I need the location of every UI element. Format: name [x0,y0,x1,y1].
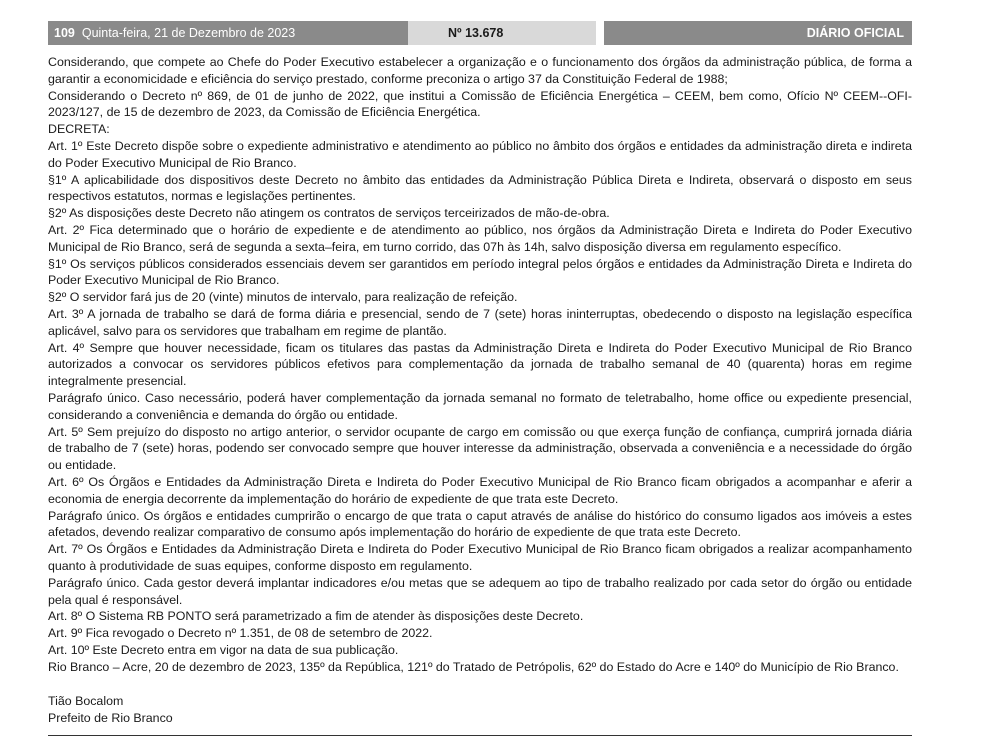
paragraph: §2º O servidor fará jus de 20 (vinte) minutos de intervalo, para realização de refeição. [48,290,518,305]
paragraph: Art. 1º Este Decreto dispõe sobre o expediente administrativo e atendimento ao público no âmbito dos órgãos e entidades da administração direta e indireta do Poder Executivo Municipal de Rio Branco. [48,138,912,170]
paragraph: §1º A aplicabilidade dos dispositivos deste Decreto no âmbito das entidades da Administração Pública Direta e Indireta, observará o disposto em seus respectivos estatutos, normas e legislações pertinentes. [48,172,912,204]
signature-block [48,693,173,727]
signatory-title: Prefeito de Rio Branco [48,710,173,725]
signatory-name: Tião Bocalom [48,694,124,708]
paragraph: Art. 10º Este Decreto entra em vigor na data de sua publicação. [48,642,399,657]
paragraph: Parágrafo único. Os órgãos e entidades cumprirão o encargo de que trata o caput através de análise do histórico do consumo ligados aos imóveis a estes afetados, devendo realizar comparativo de consumo após implementação do horário de expediente de que trata este Decreto. [48,508,912,540]
paragraph: Art. 4º Sempre que houver necessidade, ficam os titulares das pastas da Administração Direta e Indireta do Poder Executivo Municipal de Rio Branco autorizados a convocar os servidores públicos efetivos para complementação da jornada de trabalho semanal de 40 (quarenta) horas em regime integralmente presencial. [48,340,912,389]
paragraph: Art. 2º Fica determinado que o horário de expediente e de atendimento ao público, nos órgãos da Administração Direta e Indireta do Poder Executivo Municipal de Rio Branco, será de segunda a sexta–feira, em turno corrido, das 07h às 14h, salvo disposição diversa em regulamento específico. [48,222,912,254]
paragraph: DECRETA: [48,122,110,137]
paragraph: §2º As disposições deste Decreto não atingem os contratos de serviços terceirizados de mão-de-obra. [48,206,610,221]
paragraph: Parágrafo único. Caso necessário, poderá haver complementação da jornada semanal no formato de teletrabalho, home office ou expediente presencial, considerando a conveniência e demanda do órgão ou entidade. [48,390,912,422]
paragraph: Considerando o Decreto nº 869, de 01 de junho de 2022, que institui a Comissão de Eficiência Energética – CEEM, bem como, Ofício Nº CEEM--OFI-2023/127, de 15 de dezembro de 2023, da Comissão de Eficiência Energética. [48,88,912,120]
paragraph: Art. 7º Os Órgãos e Entidades da Administração Direta e Indireta do Poder Executivo Municipal de Rio Branco ficam obrigados a realizar acompanhamento quanto à produtividade de suas equipes, conforme disposto em regulamento. [48,542,912,573]
paragraph: Parágrafo único. Cada gestor deverá implantar indicadores e/ou metas que se adequem ao tipo de trabalho realizado por cada setor do órgão ou entidade pela qual é responsável. [48,575,912,607]
paragraph: Rio Branco – Acre, 20 de dezembro de 2023, 135º da República, 121º do Tratado de Petrópolis, 62º do Estado do Acre e 140º do Município de Rio Branco. [48,659,899,674]
paragraph: Art. 9º Fica revogado o Decreto nº 1.351, de 08 de setembro de 2022. [48,626,433,641]
paragraph: Art. 6º Os Órgãos e Entidades da Administração Direta e Indireta do Poder Executivo Municipal de Rio Branco ficam obrigados a acompanhar e aferir a economia de energia decorrente da implementação do horário de expediente de que trata este Decreto. [48,474,912,506]
bottom-divider [48,735,912,736]
issue-number: Nº 13.678 [408,21,596,45]
page-number: 109 [54,26,75,40]
header-divider [596,21,604,45]
paragraph: Considerando, que compete ao Chefe do Poder Executivo estabelecer a organização e o funcionamento dos órgãos da administração pública, de forma a garantir a economicidade e eficiência do serviço prestado, conforme preconiza o artigo 37 da Constituição Federal de 1988; [48,55,912,86]
paragraph: Art. 3º A jornada de trabalho se dará de forma diária e presencial, sendo de 7 (sete) horas ininterruptas, obedecendo o disposto na legislação específica aplicável, salvo para os servidores que trabalham em regime de plantão. [48,306,912,338]
issue-date: Quinta-feira, 21 de Dezembro de 2023 [81,26,296,40]
header-date-block [48,21,408,45]
page-header [48,21,912,45]
paragraph: §1º Os serviços públicos considerados essenciais devem ser garantidos em período integral pelos órgãos e entidades da Administração Direta e Indireta do Poder Executivo Municipal de Rio Branco. [48,256,912,288]
paragraph: Art. 8º O Sistema RB PONTO será parametrizado a fim de atender às disposições deste Decreto. [48,609,584,624]
decree-body [48,54,912,675]
publication-name: DIÁRIO OFICIAL [604,21,912,45]
paragraph: Art. 5º Sem prejuízo do disposto no artigo anterior, o servidor ocupante de cargo em comissão ou que exerça função de confiança, cumprirá jornada diária de trabalho de 7 (sete) horas, podendo ser convocado sempre que houver interesse da administração, observada a conveniência e a necessidade do órgão ou entidade. [48,424,912,473]
